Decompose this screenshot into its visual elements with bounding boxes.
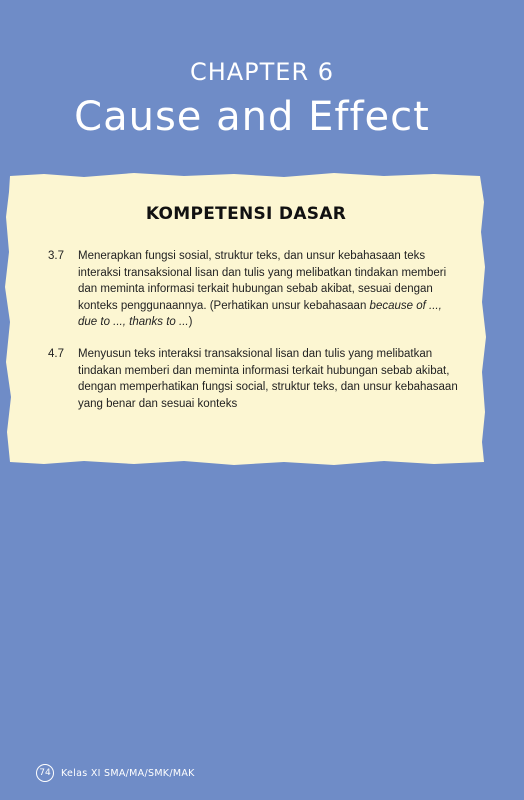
page-number: 74 bbox=[36, 764, 54, 782]
chapter-title: Cause and Effect bbox=[74, 94, 430, 140]
language-feature-examples: because of ..., due to ..., thanks to ... bbox=[78, 299, 442, 328]
competency-text: Menerapkan fungsi sosial, struktur teks, dan unsur kebahasaan teks interaksi transaksional lisan dan tulis yang melibatkan tindakan memberi dan meminta informasi terkait hubungan sebab akibat, sesuai dengan konteks penggunaannya. (Perhatikan unsur kebahasaan because of ..., due to ..., thanks to ...) bbox=[78, 250, 447, 328]
competency-item bbox=[48, 346, 458, 412]
competency-text: Menyusun teks interaksi transaksional lisan dan tulis yang melibatkan tindakan memberi dan meminta informasi terkait hubungan sebab akibat, dengan memperhatikan fungsi social, struktur teks, dan unsur kebahasaan yang benar dan sesuai konteks bbox=[78, 348, 458, 410]
chapter-label: CHAPTER 6 bbox=[189, 58, 335, 86]
competency-number: 4.7 bbox=[48, 348, 64, 360]
page-footer bbox=[36, 762, 195, 784]
competency-number: 3.7 bbox=[48, 250, 64, 262]
competency-item bbox=[48, 248, 458, 331]
book-title: Kelas XI SMA/MA/SMK/MAK bbox=[61, 767, 195, 779]
competency-heading: KOMPETENSI DASAR bbox=[145, 204, 347, 224]
competency-box bbox=[4, 172, 488, 466]
